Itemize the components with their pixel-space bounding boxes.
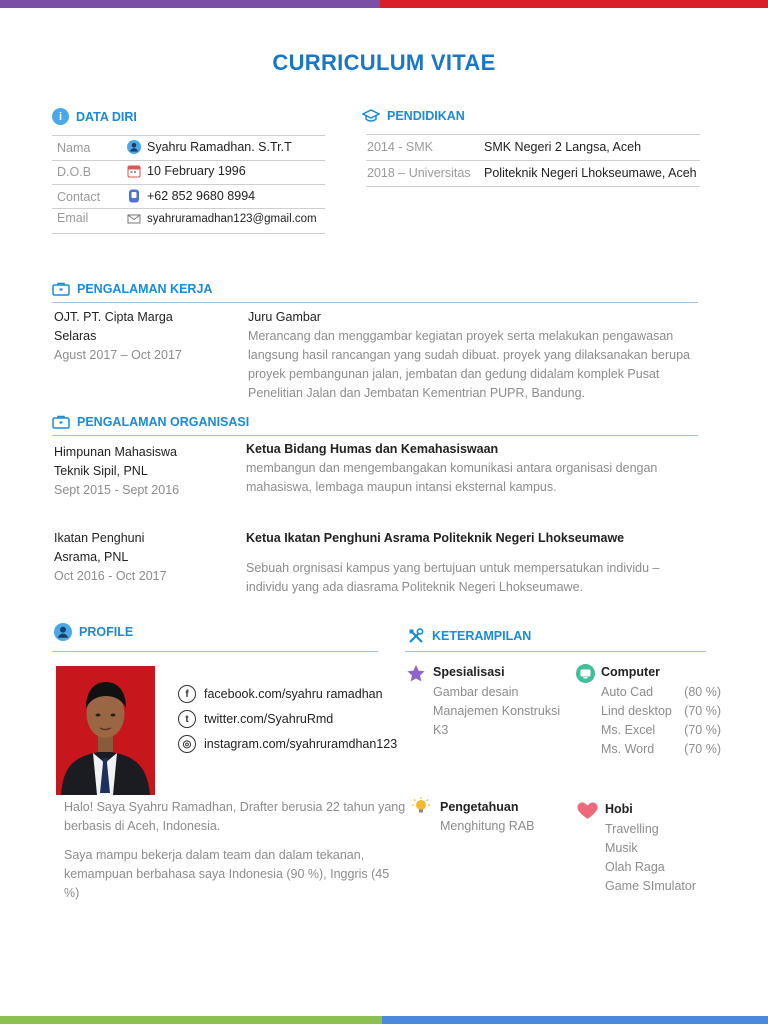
person-icon — [127, 140, 141, 154]
heart-icon — [577, 802, 598, 825]
briefcase-icon — [52, 282, 70, 296]
profile-photo — [56, 666, 155, 795]
org-date: Sept 2015 - Sept 2016 — [54, 483, 180, 497]
label-nama: Nama — [57, 141, 91, 155]
section-title: KETERAMPILAN — [432, 629, 532, 643]
section-title: PENGALAMAN ORGANISASI — [77, 415, 250, 429]
section-title: DATA DIRI — [76, 109, 137, 124]
skill-computer-list — [601, 683, 721, 759]
org-date: Oct 2016 - Oct 2017 — [54, 569, 167, 583]
skill-hobi-list: Travelling Musik Olah Raga Game SImulator — [605, 822, 697, 893]
section-divider — [52, 302, 698, 303]
skill-hobi-title: Hobi — [605, 802, 633, 816]
section-pengalaman-organisasi — [52, 415, 249, 429]
divider — [366, 134, 700, 135]
edu-period: 2014 - SMK — [367, 140, 434, 154]
org-role: Ketua Bidang Humas dan Kemahasiswaan — [246, 442, 499, 456]
person-icon — [54, 623, 72, 641]
section-title: PENDIDIKAN — [387, 109, 465, 123]
job-org: Selaras — [54, 329, 97, 343]
monitor-icon — [576, 664, 595, 688]
list-item: Ms. Word (70 %) — [601, 742, 721, 756]
skill-spesialisasi-list: Gambar desain Manajemen Konstruksi K3 — [433, 685, 561, 737]
label-contact: Contact — [57, 190, 101, 204]
org-name: Ikatan Penghuni — [54, 531, 145, 545]
skill-spesialisasi-title: Spesialisasi — [433, 665, 505, 679]
mail-icon — [127, 212, 141, 226]
page-title: CURRICULUM VITAE — [272, 50, 496, 75]
profile-about: Halo! Saya Syahru Ramadhan, Drafter berusia 22 tahun yang berbasis di Aceh, Indonesia. — [64, 800, 406, 833]
edu-school: Politeknik Negeri Lhokseumawe, Aceh — [484, 166, 697, 180]
section-divider — [405, 651, 706, 652]
calendar-icon — [127, 164, 141, 178]
list-item: Auto Cad (80 %) — [601, 685, 721, 699]
org-name: Himpunan Mahasiswa — [54, 445, 177, 459]
section-divider — [52, 651, 378, 652]
divider — [52, 160, 325, 161]
edu-school: SMK Negeri 2 Langsa, Aceh — [484, 140, 642, 154]
skill-pengetahuan-title: Pengetahuan — [440, 800, 519, 814]
divider — [52, 184, 325, 185]
value-nama: Syahru Ramadhan. S.Tr.T — [127, 140, 292, 154]
twitter-icon: t — [178, 710, 196, 728]
star-icon — [406, 664, 426, 688]
top-bar-purple — [0, 0, 380, 8]
section-title: PROFILE — [79, 625, 134, 639]
value-email[interactable]: syahruramadhan123@gmail.com — [127, 212, 317, 226]
facebook-icon: f — [178, 685, 196, 703]
job-date: Agust 2017 – Oct 2017 — [54, 348, 182, 362]
org-name: Asrama, PNL — [54, 550, 129, 564]
bottom-bar-green — [0, 1016, 382, 1024]
skill-pengetahuan-list: Menghitung RAB — [440, 819, 535, 833]
label-email: Email — [57, 211, 89, 225]
section-profile — [54, 623, 133, 641]
job-role: Juru Gambar — [248, 310, 321, 324]
divider — [52, 233, 325, 234]
org-name: Teknik Sipil, PNL — [54, 464, 148, 478]
value-dob: 10 February 1996 — [127, 164, 246, 178]
divider — [366, 186, 700, 187]
instagram-icon: ◎ — [178, 735, 196, 753]
section-pengalaman-kerja — [52, 282, 212, 296]
edu-period: 2018 – Universitas — [367, 166, 471, 180]
divider — [52, 208, 325, 209]
job-org: OJT. PT. Cipta Marga — [54, 310, 173, 324]
org-role: Ketua Ikatan Penghuni Asrama Politeknik Negeri Lhokseumawe — [246, 531, 625, 545]
label-dob: D.O.B — [57, 165, 92, 179]
tools-icon — [407, 627, 425, 645]
lightbulb-icon — [412, 797, 430, 822]
top-bar-red — [380, 0, 768, 8]
section-data-diri — [52, 108, 137, 125]
section-divider — [52, 435, 698, 436]
divider — [52, 135, 325, 136]
divider — [366, 160, 700, 161]
instagram-link[interactable]: ◎ instagram.com/syahruramdhan123 — [178, 735, 397, 753]
value-contact: +62 852 9680 8994 — [127, 189, 255, 203]
section-keterampilan — [407, 627, 531, 645]
org-description: Sebuah orgnisasi kampus yang bertujuan untuk mempersatukan individu – individu yang ada diasrama Politeknik Negeri Lhokseumawe. — [246, 561, 660, 594]
info-icon: i — [52, 108, 69, 125]
profile-about: Saya mampu bekerja dalam team dan dalam tekanan, kemampuan berbahasa saya Indonesia (90 %), Inggris (45 %) — [64, 848, 390, 900]
twitter-link[interactable]: t twitter.com/SyahruRmd — [178, 710, 333, 728]
skill-computer-title: Computer — [601, 665, 661, 679]
facebook-link[interactable]: f facebook.com/syahru ramadhan — [178, 685, 383, 703]
job-description: Merancang dan menggambar kegiatan proyek serta melakukan pengawasan langsung hasil rancangan yang sudah dibuat. proyek yang dilaksanakan berupa proyek pembangunan jalan, jembatan dan gedung didalam komplek Pusat Penelitian Jalan dan Jembatan Kementrian PUPR, Bandung. — [248, 329, 690, 400]
section-title: PENGALAMAN KERJA — [77, 282, 213, 296]
list-item: Lind desktop (70 %) — [601, 704, 721, 718]
org-description: membangun dan mengembangakan komunikasi antara organisasi dengan mahasiswa, lembaga maupun intansi eksternal kampus. — [246, 461, 658, 494]
list-item: Ms. Excel (70 %) — [601, 723, 721, 737]
bottom-bar-blue — [382, 1016, 768, 1024]
section-pendidikan — [362, 109, 465, 123]
graduation-cap-icon — [362, 109, 380, 123]
briefcase-icon — [52, 415, 70, 429]
phone-icon — [127, 189, 141, 203]
